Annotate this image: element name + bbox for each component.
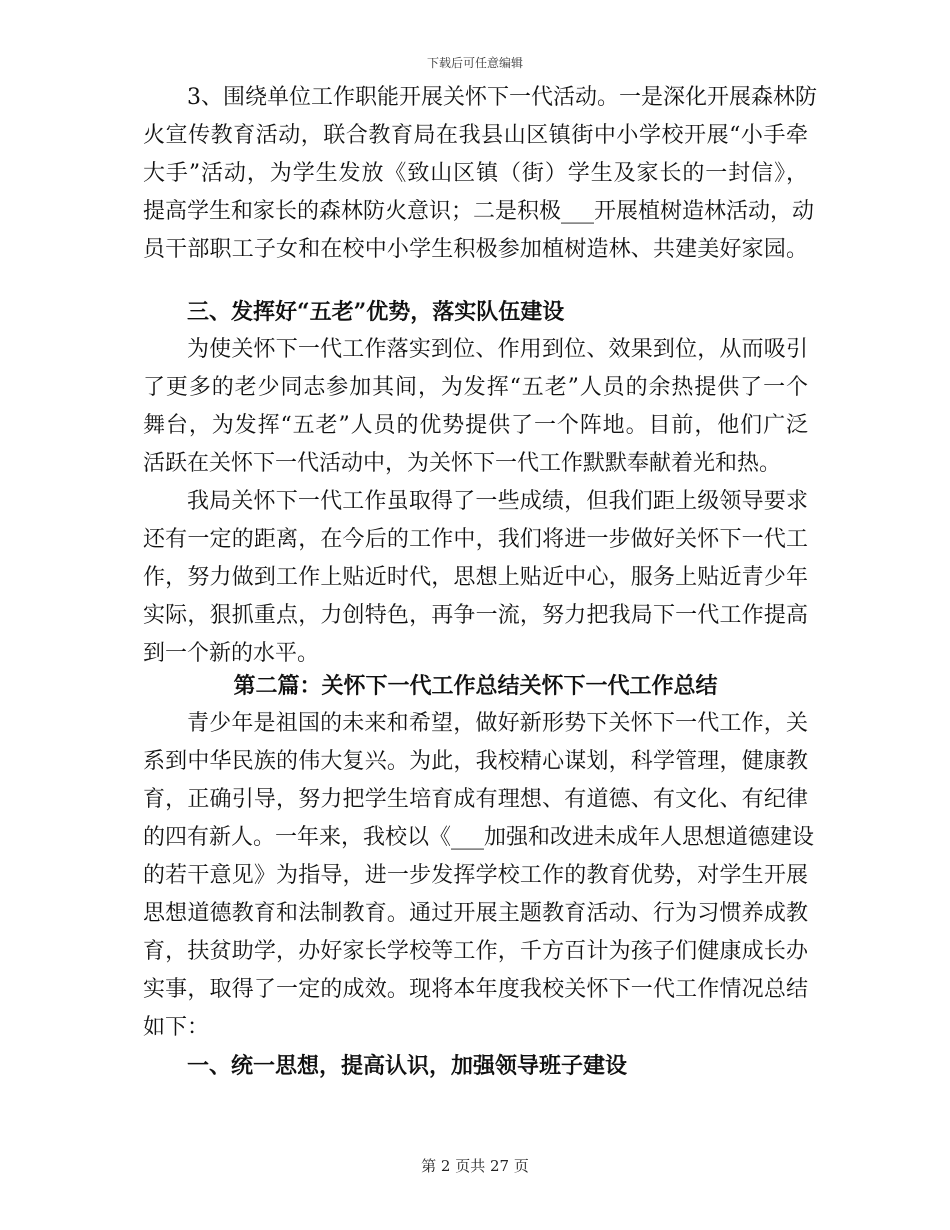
paragraph-line: 育，扶贫助学，办好家长学校等工作，千方百计为孩子们健康成长办 (143, 939, 808, 964)
paragraph-line: 实事，取得了一定的成效。现将本年度我校关怀下一代工作情况总结 (143, 977, 808, 1002)
paragraph-line: 员干部职工子女和在校中小学生积极参加植树造林、共建美好家园。 (143, 237, 808, 262)
paragraph-line: 如下： (143, 1015, 210, 1040)
paragraph-line: 了更多的老少同志参加其间，为发挥“五老”人员的余热提供了一个 (143, 375, 808, 400)
paragraph-line: 青少年是祖国的未来和希望，做好新形势下关怀下一代工作，关 (187, 711, 808, 736)
paragraph-line: 实际，狠抓重点，力创特色，再争一流，努力把我局下一代工作提高 (143, 603, 808, 628)
paragraph-line: 大手”活动，为学生发放《致山区镇（街）学生及家长的一封信》， (143, 161, 808, 186)
paragraph-line: 还有一定的距离，在今后的工作中，我们将进一步做好关怀下一代工 (143, 527, 808, 552)
paragraph-line: 系到中华民族的伟大复兴。为此，我校精心谋划，科学管理，健康教 (143, 749, 808, 774)
paragraph-line: 育，正确引导，努力把学生培育成有理想、有道德、有文化、有纪律 (143, 787, 808, 812)
article-title: 第二篇：关怀下一代工作总结关怀下一代工作总结 (233, 673, 718, 699)
paragraph-line: 我局关怀下一代工作虽取得了一些成绩，但我们距上级领导要求 (187, 489, 808, 514)
section-heading: 一、统一思想，提高认识，加强领导班子建设 (187, 1053, 628, 1079)
section-heading: 三、发挥好“五老”优势，落实队伍建设 (187, 299, 565, 325)
paragraph-line: 3、围绕单位工作职能开展关怀下一代活动。一是深化开展森林防 (187, 85, 817, 110)
paragraph-line: 的若干意见》为指导，进一步发挥学校工作的教育优势，对学生开展 (143, 863, 808, 888)
paragraph-line: 提高学生和家长的森林防火意识；二是积极___开展植树造林活动，动 (143, 199, 815, 224)
page-footer: 第 2 页共 27 页 (421, 1157, 529, 1175)
page-header: 下载后可任意编辑 (426, 56, 523, 70)
paragraph-line: 舞台，为发挥“五老”人员的优势提供了一个阵地。目前，他们广泛 (143, 413, 808, 438)
paragraph-line: 活跃在关怀下一代活动中，为关怀下一代工作默默奉献着光和热。 (143, 451, 782, 476)
paragraph-line: 的四有新人。一年来，我校以《___加强和改进未成年人思想道德建设 (143, 825, 815, 850)
paragraph-line: 火宣传教育活动，联合教育局在我县山区镇街中小学校开展“小手牵 (143, 123, 808, 148)
paragraph-line: 作，努力做到工作上贴近时代，思想上贴近中心，服务上贴近青少年 (143, 565, 808, 590)
paragraph-line: 到一个新的水平。 (143, 641, 320, 666)
paragraph-line: 为使关怀下一代工作落实到位、作用到位、效果到位，从而吸引 (187, 337, 808, 362)
paragraph-line: 思想道德教育和法制教育。通过开展主题教育活动、行为习惯养成教 (143, 901, 808, 926)
